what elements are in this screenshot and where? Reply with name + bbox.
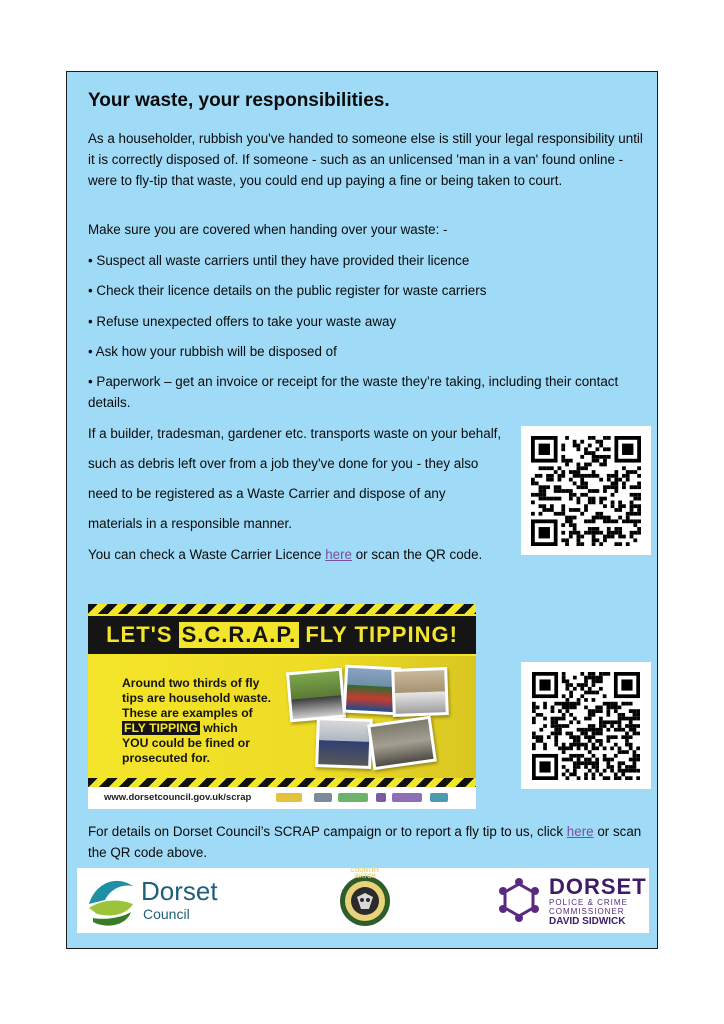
partner-logo [430,793,448,802]
pcc-name: DAVID SIDWICK [549,916,626,927]
banner-body [88,656,476,781]
country-watch-logo [339,875,391,927]
partner-logo [392,793,422,802]
partner-logo [314,793,332,802]
banner-line: Around two thirds of fly [122,676,260,690]
pcc-dorset-wordmark: DORSET [549,874,647,899]
builder-line: materials in a responsible manner. [88,516,292,531]
fly-tipping-highlight: FLY TIPPING [124,721,198,735]
partner-logo [338,793,368,802]
bullet-item: • Paperwork – get an invoice or receipt for the waste they’re taking, including their contact details. [88,374,619,410]
qr-pattern [531,436,641,546]
details-prefix: For details on Dorset Council’s SCRAP campaign or to report a fly tip to us, click [88,824,567,839]
banner-line: prosecuted for. [122,751,211,765]
check-licence-line [88,544,482,565]
fly-tip-photo [286,668,346,723]
intro-paragraph: As a householder, rubbish you've handed to someone else is still your legal responsibility until it is correctly disposed of. If someone - such as an unlicensed 'man in a van' found online - were to fly-tip that waste, you could end up paying a fine or being taken to court. [88,131,643,188]
bullet-item: • Ask how your rubbish will be disposed of [88,344,337,359]
details-paragraph [88,821,648,863]
logo-strip [77,868,649,933]
builder-line: If a builder, tradesman, gardener etc. transports waste on your behalf, [88,426,502,441]
pcc-logo-mark [497,878,541,922]
page-title: Your waste, your responsibilities. [88,90,390,111]
bullet-item: • Refuse unexpected offers to take your waste away [88,314,397,329]
hazard-stripe [88,604,476,614]
banner-fly-tipping: FLY TIPPING! [305,622,458,647]
country-watch-text: COUNTRY WATCH [350,868,380,880]
partner-logo [376,793,386,802]
pcc-line-1: POLICE & CRIME [549,898,628,907]
scrap-banner [88,604,476,809]
scrap-here-link[interactable]: here [566,824,594,839]
covered-intro: Make sure you are covered when handing over your waste: - [88,222,448,237]
builder-line: need to be registered as a Waste Carrier and dispose of any [88,486,446,501]
bullet-item: • Suspect all waste carriers until they have provided their licence [88,253,470,268]
pcc-line-2: COMMISSIONER [549,907,625,916]
waste-carrier-here-link[interactable]: here [325,547,352,562]
council-wordmark: Council [143,906,190,922]
banner-line: These are examples of [122,706,253,720]
fly-tip-photo [391,667,449,717]
banner-title [88,616,476,654]
scrap-url[interactable]: www.dorsetcouncil.gov.uk/scrap [104,792,252,803]
details-suffix: or scan the QR code above. [88,824,642,860]
banner-scrap: S.C.R.A.P. [177,620,302,650]
partner-logo [276,793,302,802]
banner-text [122,676,292,766]
waste-carrier-qr-code[interactable] [521,426,651,555]
banner-line: tips are household waste. [122,691,271,705]
check-prefix: You can check a Waste Carrier Licence [88,547,326,562]
scrap-qr-code[interactable] [521,662,651,789]
dorset-council-logo-mark [87,874,135,928]
check-suffix: or scan the QR code. [352,547,483,562]
banner-lets: LET'S [106,622,173,647]
banner-line-suffix: which [199,721,238,735]
fly-tip-photo [367,716,437,770]
dorset-wordmark: Dorset [141,876,218,906]
builder-line: such as debris left over from a job they've done for you - they also [88,456,479,471]
banner-footer [88,787,476,809]
bullet-item: • Check their licence details on the public register for waste carriers [88,283,487,298]
fly-tip-photo [315,717,373,769]
qr-pattern [531,672,641,780]
banner-line: YOU could be fined or [122,736,250,750]
banner-line [122,721,292,736]
